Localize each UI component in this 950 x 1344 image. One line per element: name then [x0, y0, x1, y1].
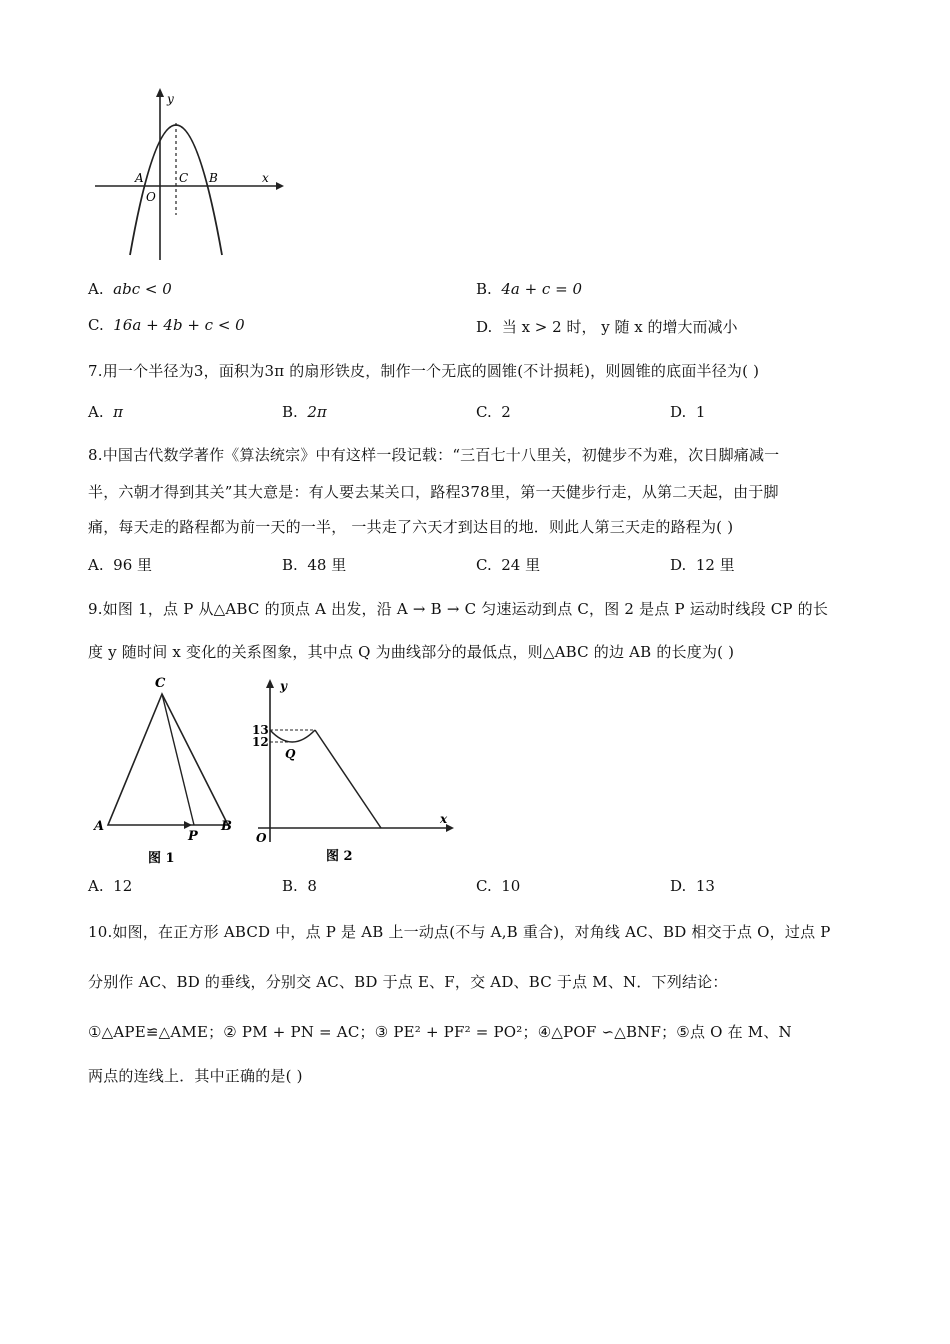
option-key: C. — [88, 316, 104, 334]
tick-13-label: 13 — [252, 723, 269, 737]
q9-option-b — [282, 877, 317, 895]
option-text: 2 — [501, 403, 511, 421]
x-axis-label: x — [262, 171, 269, 185]
option-text: 24 里 — [501, 556, 541, 574]
q10-line-4: 两点的连线上．其中正确的是( ) — [88, 1067, 303, 1085]
q6-option-c — [88, 316, 245, 334]
option-text: 12 里 — [695, 556, 735, 574]
curve-segment — [270, 730, 315, 742]
point-b-label: B — [209, 171, 218, 185]
x-axis-label: x — [440, 812, 448, 826]
q8-option-c — [476, 554, 540, 575]
q9-option-d — [670, 877, 715, 895]
q8-line-1: 8.中国古代数学著作《算法统宗》中有这样一段记载：“三百七十八里关，初健步不为难，次日脚痛减一 — [88, 446, 780, 464]
parabola-graph — [90, 85, 290, 265]
motion-arrow — [184, 821, 192, 829]
y-axis-label: y — [167, 92, 174, 106]
y-axis-label: y — [280, 679, 287, 693]
option-text: 1 — [695, 403, 706, 421]
q9-figure-1-triangle — [88, 670, 248, 870]
q9-figure-2-graph — [248, 670, 463, 870]
x-axis-arrow — [446, 824, 454, 832]
option-key: A. — [88, 403, 104, 421]
q10-line-1: 10.如图，在正方形 ABCD 中，点 P 是 AB 上一动点(不与 A,B 重合)，对角线 AC、BD 相交于点 O，过点 P — [88, 923, 831, 941]
q6-option-b — [476, 280, 582, 298]
option-key: A. — [88, 280, 104, 298]
option-key: B. — [282, 556, 298, 574]
option-key: D. — [670, 556, 687, 574]
figure-2-caption: 图 2 — [326, 849, 353, 864]
triangle-abc — [108, 694, 228, 825]
figure-1-caption: 图 1 — [148, 851, 175, 866]
option-key: A. — [88, 877, 104, 895]
option-text: π — [113, 403, 124, 421]
y-axis-arrow — [156, 88, 164, 97]
q8-line-3: 痛，每天走的路程都为前一天的一半， 一共走了六天才到达目的地．则此人第三天走的路程为( ) — [88, 518, 734, 536]
option-text: 10 — [501, 877, 521, 895]
option-text: 8 — [307, 877, 317, 895]
point-q-label: Q — [285, 747, 296, 761]
option-text: 13 — [695, 877, 715, 895]
origin-label: O — [256, 831, 267, 845]
option-text: 12 — [113, 877, 133, 895]
option-text: 16a + 4b + c < 0 — [113, 316, 245, 334]
q6-option-a — [88, 280, 172, 298]
q8-option-a — [88, 554, 152, 575]
q8-option-d — [670, 554, 735, 575]
point-p-label: P — [188, 829, 198, 844]
option-text: 4a + c = 0 — [501, 280, 582, 298]
y-axis-arrow — [266, 679, 274, 688]
option-key: D. — [476, 318, 493, 336]
q9-line-2: 度 y 随时间 x 变化的关系图象，其中点 Q 为曲线部分的最低点，则△ABC 的边 AB 的长度为( ) — [88, 643, 735, 661]
option-key: A. — [88, 556, 104, 574]
vertex-b-label: B — [221, 819, 232, 834]
vertex-c-label: C — [155, 676, 166, 691]
q7-option-c — [476, 403, 511, 421]
q9-option-c — [476, 877, 520, 895]
q9-option-a — [88, 877, 132, 895]
option-key: B. — [476, 280, 492, 298]
option-key: D. — [670, 877, 687, 895]
q10-line-2: 分别作 AC、BD 的垂线，分别交 AC、BD 于点 E、F，交 AD、BC 于点 M、N．下列结论： — [88, 973, 728, 991]
option-key: C. — [476, 403, 492, 421]
vertex-a-label: A — [94, 819, 105, 834]
q7-text: 7.用一个半径为3，面积为3π 的扇形铁皮，制作一个无底的圆锥(不计损耗)，则圆锥的底面半径为( ) — [88, 362, 760, 380]
q7-option-b — [282, 403, 327, 421]
option-key: C. — [476, 877, 492, 895]
point-c-label: C — [179, 171, 189, 185]
segment-cp — [162, 694, 194, 825]
option-text: 当 x > 2 时， y 随 x 的增大而减小 — [501, 318, 738, 336]
option-key: C. — [476, 556, 492, 574]
q7-option-d — [670, 403, 705, 421]
option-key: B. — [282, 403, 298, 421]
option-key: D. — [670, 403, 687, 421]
x-axis-arrow — [276, 182, 284, 190]
q7-option-a — [88, 403, 123, 421]
point-a-label: A — [135, 171, 144, 185]
descending-segment — [315, 730, 381, 828]
option-text: 96 里 — [113, 556, 153, 574]
option-text: abc < 0 — [113, 280, 172, 298]
q10-line-3: ①△APE≌△AME；② PM + PN = AC；③ PE² + PF² = PO²；④△POF ∽△BNF；⑤点 O 在 M、N — [88, 1023, 792, 1041]
option-text: 48 里 — [307, 556, 347, 574]
q6-option-d — [476, 316, 737, 337]
q8-line-2: 半，六朝才得到其关”其大意是：有人要去某关口，路程378里，第一天健步行走，从第二天起，由于脚 — [88, 483, 779, 501]
option-key: B. — [282, 877, 298, 895]
point-o-label: O — [146, 190, 156, 204]
tick-12-label: 12 — [252, 735, 269, 749]
option-text: 2π — [307, 403, 327, 421]
q8-option-b — [282, 554, 346, 575]
q9-line-1: 9.如图 1，点 P 从△ABC 的顶点 A 出发，沿 A → B → C 匀速运动到点 C，图 2 是点 P 运动时线段 CP 的长 — [88, 600, 829, 618]
